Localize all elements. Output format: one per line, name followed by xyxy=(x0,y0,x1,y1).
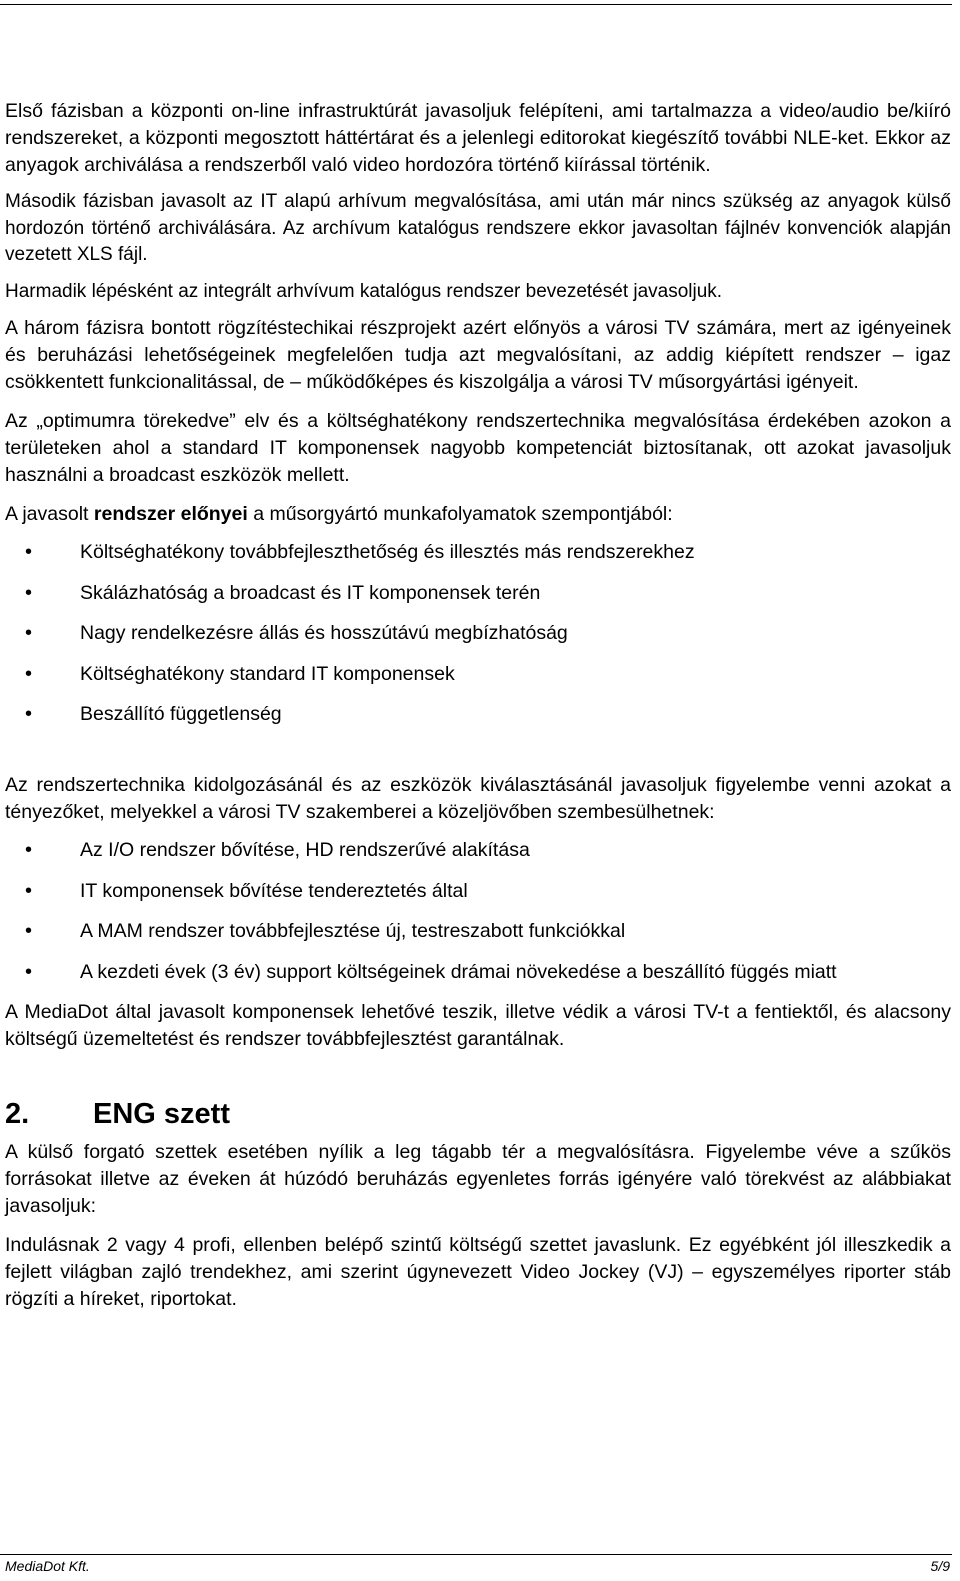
list-item: • IT komponensek bővítése tendereztetés által xyxy=(5,878,951,905)
list-item: • Nagy rendelkezésre állás és hosszútávú megbízhatóság xyxy=(5,620,951,647)
footer-rule xyxy=(0,1554,952,1555)
header-rule xyxy=(0,4,952,5)
list-item: • A kezdeti évek (3 év) support költségeinek drámai növekedése a beszállító függés miatt xyxy=(5,959,951,986)
section-title: ENG szett xyxy=(93,1098,230,1130)
paragraph-eng-intro: A külső forgató szettek esetében nyílik a leg tágabb tér a megvalósításra. Figyelembe véve a szűkös forrásokat illetve az éveken át húzódó beruházás egyenletes forrás igényére való törekvést az alábbiakat javasoljuk: xyxy=(5,1141,951,1217)
advantages-list xyxy=(5,539,951,728)
document-body xyxy=(5,98,951,1313)
paragraph-phase-3: Harmadik lépésként az integrált arhvívum katalógus rendszer bevezetését javasoljuk. xyxy=(5,280,723,302)
footer-company: MediaDot Kft. xyxy=(5,1558,90,1574)
section-number: 2. xyxy=(5,1098,30,1130)
paragraph-advantages-intro: A javasolt rendszer előnyei a műsorgyártó munkafolyamatok szempontjából: xyxy=(5,503,673,525)
paragraph-phase-1: Első fázisban a központi on-line infrastruktúrát javasoljuk felépíteni, ami tartalmazza a video/audio be/kiíró rendszereket, a központi megosztott háttértárat és a jelenlegi editorokat kiegészítő további NLE-ket. Ekkor az anyagok archiválása a rendszerből való video hordozóra történő kiírással történik. xyxy=(5,100,951,176)
advantages-emphasis: rendszer előnyei xyxy=(93,503,248,525)
list-item: • Beszállító függetlenség xyxy=(5,701,951,728)
paragraph-three-phase: A három fázisra bontott rögzítéstechikai részprojekt azért előnyös a városi TV számára, mert az igényeinek és beruházási lehetőségeinek megfelelően tudja azt megvalósítani, az addig kiépített rendszer – igaz csökkentett funkcionalitással, de – működőképes és kiszolgálja a városi TV műsorgyártási igényeit. xyxy=(5,317,951,393)
page-number: 5/9 xyxy=(930,1558,950,1574)
list-item: • A MAM rendszer továbbfejlesztése új, testreszabott funkciókkal xyxy=(5,918,951,945)
list-item: • Költséghatékony standard IT komponensek xyxy=(5,661,951,688)
list-item: • Az I/O rendszer bővítése, HD rendszerűvé alakítása xyxy=(5,837,951,864)
paragraph-optimum: Az „optimumra törekedve” elv és a költséghatékony rendszertechnika megvalósítása érdekében azokon a területeken ahol a standard IT komponensek nagyobb kompetenciát biztosítanak, ott azokat javasoljuk használni a broadcast eszközök mellett. xyxy=(5,410,951,486)
paragraph-factors-intro: Az rendszertechnika kidolgozásánál és az eszközök kiválasztásánál javasoljuk figyelembe venni azokat a tényezőket, melyekkel a városi TV szakemberei a közeljövőben szembesülhetnek: xyxy=(5,774,951,823)
paragraph-eng-start: Indulásnak 2 vagy 4 profi, ellenben belépő szintű költségű szettet javaslunk. Ez egyébként jól illeszkedik a fejlett világban zajló trendekhez, ami szerint úgynevezett Video Jockey (VJ) – egyszemélyes riporter stáb rögzíti a híreket, riportokat. xyxy=(5,1234,951,1310)
paragraph-mediadot: A MediaDot által javasolt komponensek lehetővé teszik, illetve védik a városi TV-t a fentiektől, és alacsony költségű üzemeltetést és rendszer továbbfejlesztést garantálnak. xyxy=(5,1001,951,1050)
factors-list xyxy=(5,837,951,986)
paragraph-phase-2: Második fázisban javasolt az IT alapú arhívum megvalósítása, ami után már nincs szükség az anyagok külső hordozón történő archiválására. Az archívum katalógus rendszere ekkor javasoltan fájlnév konvenciók alapján vezetett XLS fájl. xyxy=(5,191,951,265)
section-heading xyxy=(5,1095,951,1133)
list-item: • Költséghatékony továbbfejleszthetőség és illesztés más rendszerekhez xyxy=(5,539,951,566)
list-item: • Skálázhatóság a broadcast és IT komponensek terén xyxy=(5,580,951,607)
